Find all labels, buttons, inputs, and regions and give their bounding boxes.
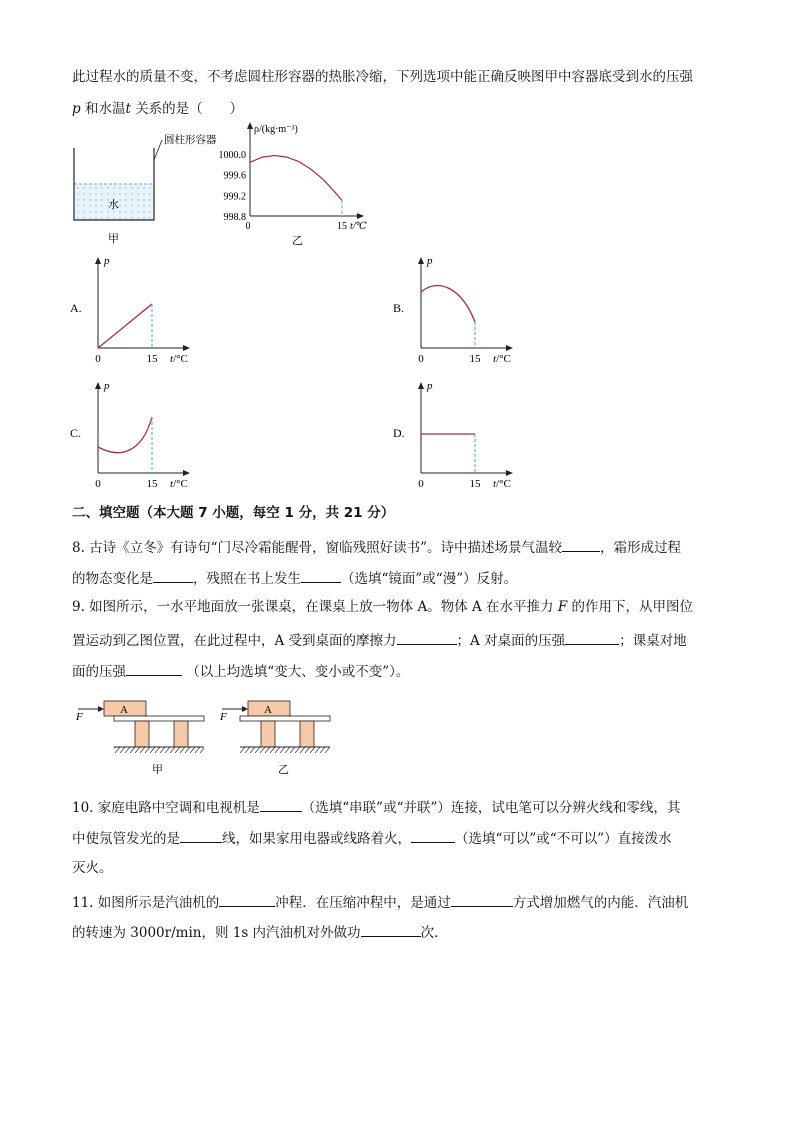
section2-title-text: 二、填空题（本大题 7 小题，每空 1 分，共 21 分） [72,505,395,521]
option-y-arrow [95,257,101,264]
caption-jia: 甲 [108,233,119,245]
option-x-arrow [183,470,190,476]
q10-text-2a: 中使氖管发光的是 [72,831,180,847]
option-x-unit: /°C [496,478,511,490]
option-curve [421,285,475,322]
q10-line2 [72,828,672,848]
y-axis-label: ρ/(kg·m⁻³) [254,124,298,135]
caption-desk-yi: 乙 [278,764,289,776]
q10-text-2b: 线，如果家用电器或线路着火， [222,831,411,847]
option-x-label [493,353,511,365]
option-x-label [170,478,188,490]
q7-line2 [72,100,243,118]
option-x-arrow [506,470,513,476]
q10-blank-3[interactable] [411,828,455,843]
q10-line1 [72,797,680,817]
q8-line2 [72,568,517,588]
option-origin-label: 0 [95,353,101,365]
option-origin-label: 0 [95,478,101,490]
y-tick-label: 1000.0 [218,150,246,161]
q11-text-2a: 的转速为 3000r/min，则 1s 内汽油机对外做功 [72,925,361,941]
q7-line1-text: 此过程水的质量不变，不考虑圆柱形容器的热胀冷缩，下列选项中能正确反映图甲中容器底受到水的压强 [72,69,693,85]
option-d-graph [393,377,553,497]
option-y-arrow [95,382,101,389]
q9-text-2c: ；课桌对地 [619,633,687,649]
q9-text-2b: ；A 对桌面的压强 [456,633,566,649]
q8-text-2c: （选填“镜面”或“漫”）反射。 [341,571,518,587]
q8-line1 [72,537,681,557]
option-b-graph [393,252,553,372]
option-x-var: t [170,353,174,365]
q11-text-1b: 冲程．在压缩冲程中，是通过 [275,895,451,911]
water-label: 水 [108,199,119,211]
q8-text-1a: 8. 古诗《立冬》有诗句“门尽冷霜能醒骨，窗临残照好读书”。诗中描述场景气温较 [72,540,562,556]
option-y-label: p [104,255,110,267]
q10-text-3: 灭火。 [72,860,113,876]
option-x-var: t [493,478,497,490]
q10-blank-2[interactable] [180,828,222,843]
option-x-tick: 15 [146,478,158,490]
q8-text-1b: ，霜形成过程 [599,540,681,556]
option-y-arrow [418,382,424,389]
q9-text-2a: 置运动到乙图位置，在此过程中，A 受到桌面的摩擦力 [72,633,397,649]
caption-yi: 乙 [292,235,303,247]
y-tick-label: 999.2 [223,191,246,203]
q11-blank-2[interactable] [451,892,513,907]
option-x-label [493,478,511,490]
option-x-var: t [170,478,174,490]
x-axis-label: t/℃ [350,221,367,232]
q10-line3 [72,859,113,877]
q11-text-2b: 次． [420,925,448,941]
option-letter: A. [70,301,82,315]
option-curve [98,417,152,453]
block-a-jia: A [120,704,128,716]
q8-text-2b: ，残照在书上发生 [193,571,301,587]
q7-line1 [72,68,693,86]
x-axis-arrow [357,213,364,219]
x-tick-label: 15 [337,221,347,232]
option-x-unit: /°C [173,478,188,490]
block-a-yi: A [264,704,272,716]
q7-var-t: t [125,101,131,117]
option-letter: D. [393,426,405,440]
caption-desk-jia: 甲 [152,764,163,776]
option-x-arrow [506,345,513,351]
option-x-arrow [183,345,190,351]
option-letter: B. [393,301,405,315]
q9-text-1b: 的作用下，从甲图位 [567,599,694,615]
q9-line1 [72,598,693,616]
x-tick-label: 0 [245,221,251,232]
option-x-var: t [493,353,497,365]
container-label: 圆柱形容器 [164,135,217,146]
density-curve [250,156,342,201]
q11-text-1c: 方式增加燃气的内能．汽油机 [512,895,689,911]
option-x-unit: /°C [496,353,511,365]
option-origin-label: 0 [418,353,424,365]
option-x-unit: /°C [173,353,188,365]
q9-var-f: F [557,599,568,615]
q10-text-2c: （选填“可以”或“不可以”）直接泼水 [455,831,672,847]
y-axis-arrow [247,122,253,129]
q8-blank-3[interactable] [301,568,341,583]
q11-blank-1[interactable] [219,892,275,907]
option-x-label [170,353,188,365]
q9-line3 [72,661,409,681]
q11-line2 [72,922,448,942]
q9-blank-1[interactable] [397,630,457,645]
q7-line2-mid: 和水温 [84,101,126,117]
option-y-label: p [427,380,433,392]
q9-text-3b: （以上均选填“变大、变小或不变”）。 [186,664,410,680]
section2-title [72,504,394,522]
desk-yi [219,701,330,776]
q9-blank-2[interactable] [565,630,619,645]
force-f-yi: F [220,711,227,723]
option-x-tick: 15 [469,478,481,490]
y-tick-label: 999.6 [223,170,246,182]
option-letter: C. [70,426,82,440]
q8-text-2a: 的物态变化是 [72,571,153,587]
option-y-label: p [427,255,433,267]
density-chart [200,118,367,248]
option-x-tick: 15 [469,353,481,365]
q10-text-1b: （选填“串联”或“并联”）连接，试电笔可以分辨火线和零线，其 [301,800,681,816]
option-curve [98,304,152,348]
q10-text-1a: 10. 家庭电路中空调和电视机是 [72,800,260,816]
q8-blank-2[interactable] [153,568,193,583]
q7-var-p: p [72,101,81,117]
q9-blank-3[interactable] [126,661,182,676]
force-f-jia: F [76,711,83,723]
q11-text-1a: 11. 如图所示是汽油机的 [72,895,220,911]
option-origin-label: 0 [418,478,424,490]
q11-line1 [72,892,688,912]
q11-blank-3[interactable] [361,922,421,937]
option-y-arrow [418,257,424,264]
option-y-label: p [104,380,110,392]
option-a-graph [70,252,230,372]
option-x-tick: 15 [146,353,158,365]
q9-text-1a: 9. 如图所示，一水平地面放一张课桌，在课桌上放一物体 A。物体 A 在水平推力 [72,599,558,615]
q10-blank-1[interactable] [260,797,302,812]
option-c-graph [70,377,230,497]
y-tick-label: 998.8 [223,212,246,223]
q8-blank-1[interactable] [562,537,600,552]
desk-jia [75,701,204,776]
q9-desk-figure [70,693,360,783]
q9-line2 [72,630,687,650]
q7-line2-end: 关系的是（ ） [135,101,244,117]
q9-text-3a: 面的压强 [72,664,126,680]
